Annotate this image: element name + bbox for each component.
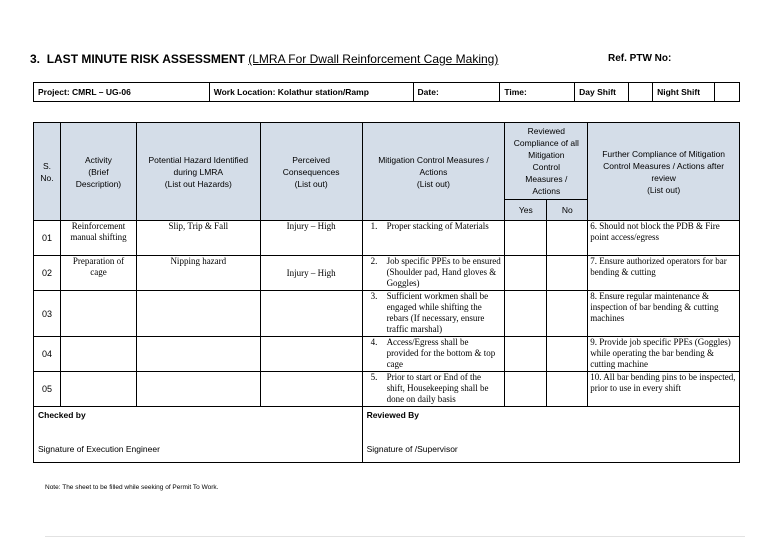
- row-further: 10. All bar bending pins to be inspected, prior to use in every shift: [588, 372, 740, 407]
- row-activity: [60, 291, 136, 337]
- row-hazard: [136, 291, 260, 337]
- row-yes-cell[interactable]: [505, 291, 547, 337]
- row-no-cell[interactable]: [547, 291, 588, 337]
- project-cell: Project: CMRL – UG-06: [34, 83, 210, 102]
- table-row: [34, 256, 740, 291]
- page-divider: [45, 536, 745, 537]
- day-shift-label: Day Shift: [575, 83, 629, 102]
- row-mitigation: 2. Job specific PPEs to be ensured (Shoulder pad, Hand gloves & Goggles): [362, 256, 505, 291]
- section-title: LAST MINUTE RISK ASSESSMENT: [46, 52, 245, 66]
- row-no-cell[interactable]: [547, 256, 588, 291]
- row-further: 7. Ensure authorized operators for bar bending & cutting: [588, 256, 740, 291]
- row-consequence: Injury – High: [260, 221, 362, 256]
- row-yes-cell[interactable]: [505, 256, 547, 291]
- row-mitigation: 3. Sufficient workmen shall be engaged while shifting the rebars (If necessary, ensure traffic marshal): [362, 291, 505, 337]
- table-row: [34, 372, 740, 407]
- footer-note: Note: The sheet to be filled while seeking of Permit To Work.: [45, 484, 219, 491]
- col-header-hazard: Potential Hazard Identified during LMRA (List out Hazards): [136, 123, 260, 221]
- row-mitigation: 5. Prior to start or End of the shift, Housekeeping shall be done on daily basis: [362, 372, 505, 407]
- row-activity: Preparation of cage: [60, 256, 136, 291]
- night-shift-checkbox[interactable]: [715, 83, 740, 102]
- risk-assessment-table: [33, 122, 740, 463]
- col-header-no: No: [547, 200, 588, 221]
- col-header-sno: S. No.: [34, 123, 61, 221]
- row-further: 8. Ensure regular maintenance & inspection of bar bending & cutting machines: [588, 291, 740, 337]
- work-location-cell: Work Location: Kolathur station/Ramp: [209, 83, 413, 102]
- row-sno: 01: [34, 221, 61, 256]
- row-sno: 02: [34, 256, 61, 291]
- supervisor-signature-label: Signature of /Supervisor: [366, 444, 458, 454]
- row-further: 9. Provide job specific PPEs (Goggles) while operating the bar bending & cutting machine: [588, 337, 740, 372]
- col-header-reviewed: Reviewed Compliance of all Mitigation Control Measures / Actions: [505, 123, 588, 200]
- day-shift-checkbox[interactable]: [629, 83, 653, 102]
- row-no-cell[interactable]: [547, 221, 588, 256]
- row-sno: 05: [34, 372, 61, 407]
- section-subtitle: (LMRA For Dwall Reinforcement Cage Making): [248, 52, 499, 66]
- reviewed-by-label: Reviewed By: [366, 410, 420, 420]
- row-sno: 04: [34, 337, 61, 372]
- row-activity: [60, 337, 136, 372]
- row-consequence: [260, 337, 362, 372]
- checked-by-label: Checked by: [38, 410, 86, 420]
- execution-engineer-signature-label: Signature of Execution Engineer: [38, 444, 160, 454]
- col-header-activity: Activity (Brief Description): [60, 123, 136, 221]
- reviewed-by-cell[interactable]: [362, 407, 739, 463]
- table-row: [34, 291, 740, 337]
- checked-by-cell[interactable]: [34, 407, 363, 463]
- row-consequence: [260, 372, 362, 407]
- col-header-consequences: Perceived Consequences (List out): [260, 123, 362, 221]
- ref-ptw-label: Ref. PTW No:: [608, 53, 672, 64]
- row-further: 6. Should not block the PDB & Fire point access/egress: [588, 221, 740, 256]
- table-header-row: [34, 123, 740, 200]
- row-activity: Reinforcement manual shifting: [60, 221, 136, 256]
- row-hazard: [136, 337, 260, 372]
- row-no-cell[interactable]: [547, 337, 588, 372]
- col-header-further: Further Compliance of Mitigation Control Measures / Actions after review (List out): [588, 123, 740, 221]
- row-mitigation: 1. Proper stacking of Materials: [362, 221, 505, 256]
- form-title: [30, 52, 498, 66]
- section-number: 3.: [30, 52, 41, 66]
- row-yes-cell[interactable]: [505, 337, 547, 372]
- table-row: [34, 337, 740, 372]
- row-no-cell[interactable]: [547, 372, 588, 407]
- col-header-mitigation: Mitigation Control Measures / Actions (List out): [362, 123, 505, 221]
- row-hazard: [136, 372, 260, 407]
- form-header: [30, 52, 750, 70]
- col-header-yes: Yes: [505, 200, 547, 221]
- row-consequence: [260, 291, 362, 337]
- signoff-row: [34, 407, 740, 463]
- row-sno: 03: [34, 291, 61, 337]
- project-info-table: [33, 82, 740, 102]
- row-yes-cell[interactable]: [505, 221, 547, 256]
- date-field[interactable]: Date:: [413, 83, 500, 102]
- table-row: [34, 221, 740, 256]
- row-hazard: Nipping hazard: [136, 256, 260, 291]
- night-shift-label: Night Shift: [653, 83, 715, 102]
- row-consequence: Injury – High: [260, 256, 362, 291]
- row-hazard: Slip, Trip & Fall: [136, 221, 260, 256]
- time-field[interactable]: Time:: [500, 83, 575, 102]
- row-mitigation: 4. Access/Egress shall be provided for the bottom & top cage: [362, 337, 505, 372]
- row-activity: [60, 372, 136, 407]
- row-yes-cell[interactable]: [505, 372, 547, 407]
